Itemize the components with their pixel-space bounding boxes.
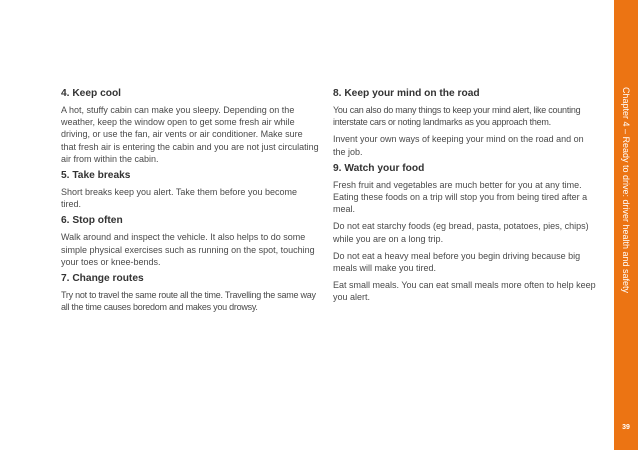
left-column [61, 88, 319, 318]
section-body: Short breaks keep you alert. Take them before you become tired. [61, 187, 297, 210]
section-keep-cool [61, 88, 319, 165]
section-body: A hot, stuffy cabin can make you sleepy. Depending on the weather, keep the window open to get some fresh air while driving, or use the fan, air vents or air conditioner. Make sure that fresh air is entering the cabin and you are not just circulating air from within the cabin. [61, 105, 319, 164]
section-keep-mind-on-road [333, 88, 598, 158]
section-paragraph: Do not eat starchy foods (eg bread, pasta, potatoes, pies, chips) while you are on a long trip. [333, 221, 589, 244]
section-take-breaks [61, 170, 319, 210]
section-heading: 7. Change routes [61, 273, 144, 285]
section-heading: 5. Take breaks [61, 170, 131, 182]
section-heading: 9. Watch your food [333, 162, 425, 174]
section-watch-food [333, 163, 598, 304]
section-body: Walk around and inspect the vehicle. It also helps to do some simple physical exercises such as running on the spot, touching your toes or knee-bends. [61, 232, 315, 267]
section-heading: 6. Stop often [61, 215, 123, 227]
section-stop-often [61, 215, 319, 268]
right-column [333, 88, 598, 309]
section-heading: 8. Keep your mind on the road [333, 88, 480, 99]
section-change-routes [61, 273, 319, 313]
section-paragraph: Do not eat a heavy meal before you begin driving because big meals will make you tired. [333, 250, 581, 274]
section-paragraph: Eat small meals. You can eat small meals more often to help keep you alert. [333, 280, 596, 303]
section-heading: 4. Keep cool [61, 88, 122, 99]
chapter-title: Chapter 4 – Ready to drive: driver health and safety [621, 86, 631, 294]
section-body: Try not to travel the same route all the time. Travelling the same way all the time causes boredom and makes you drowsy. [61, 290, 316, 313]
page-number: 39 [622, 424, 630, 431]
section-paragraph: Invent your own ways of keeping your mind on the road and on the job. [333, 134, 584, 157]
section-paragraph: Fresh fruit and vegetables are much better for you at any time. Eating these foods on a trip will stop you from being tired after a meal. [333, 179, 588, 215]
section-paragraph: You can also do many things to keep your mind alert, like counting interstate cars or noting landmarks as you approach them. [333, 105, 581, 128]
